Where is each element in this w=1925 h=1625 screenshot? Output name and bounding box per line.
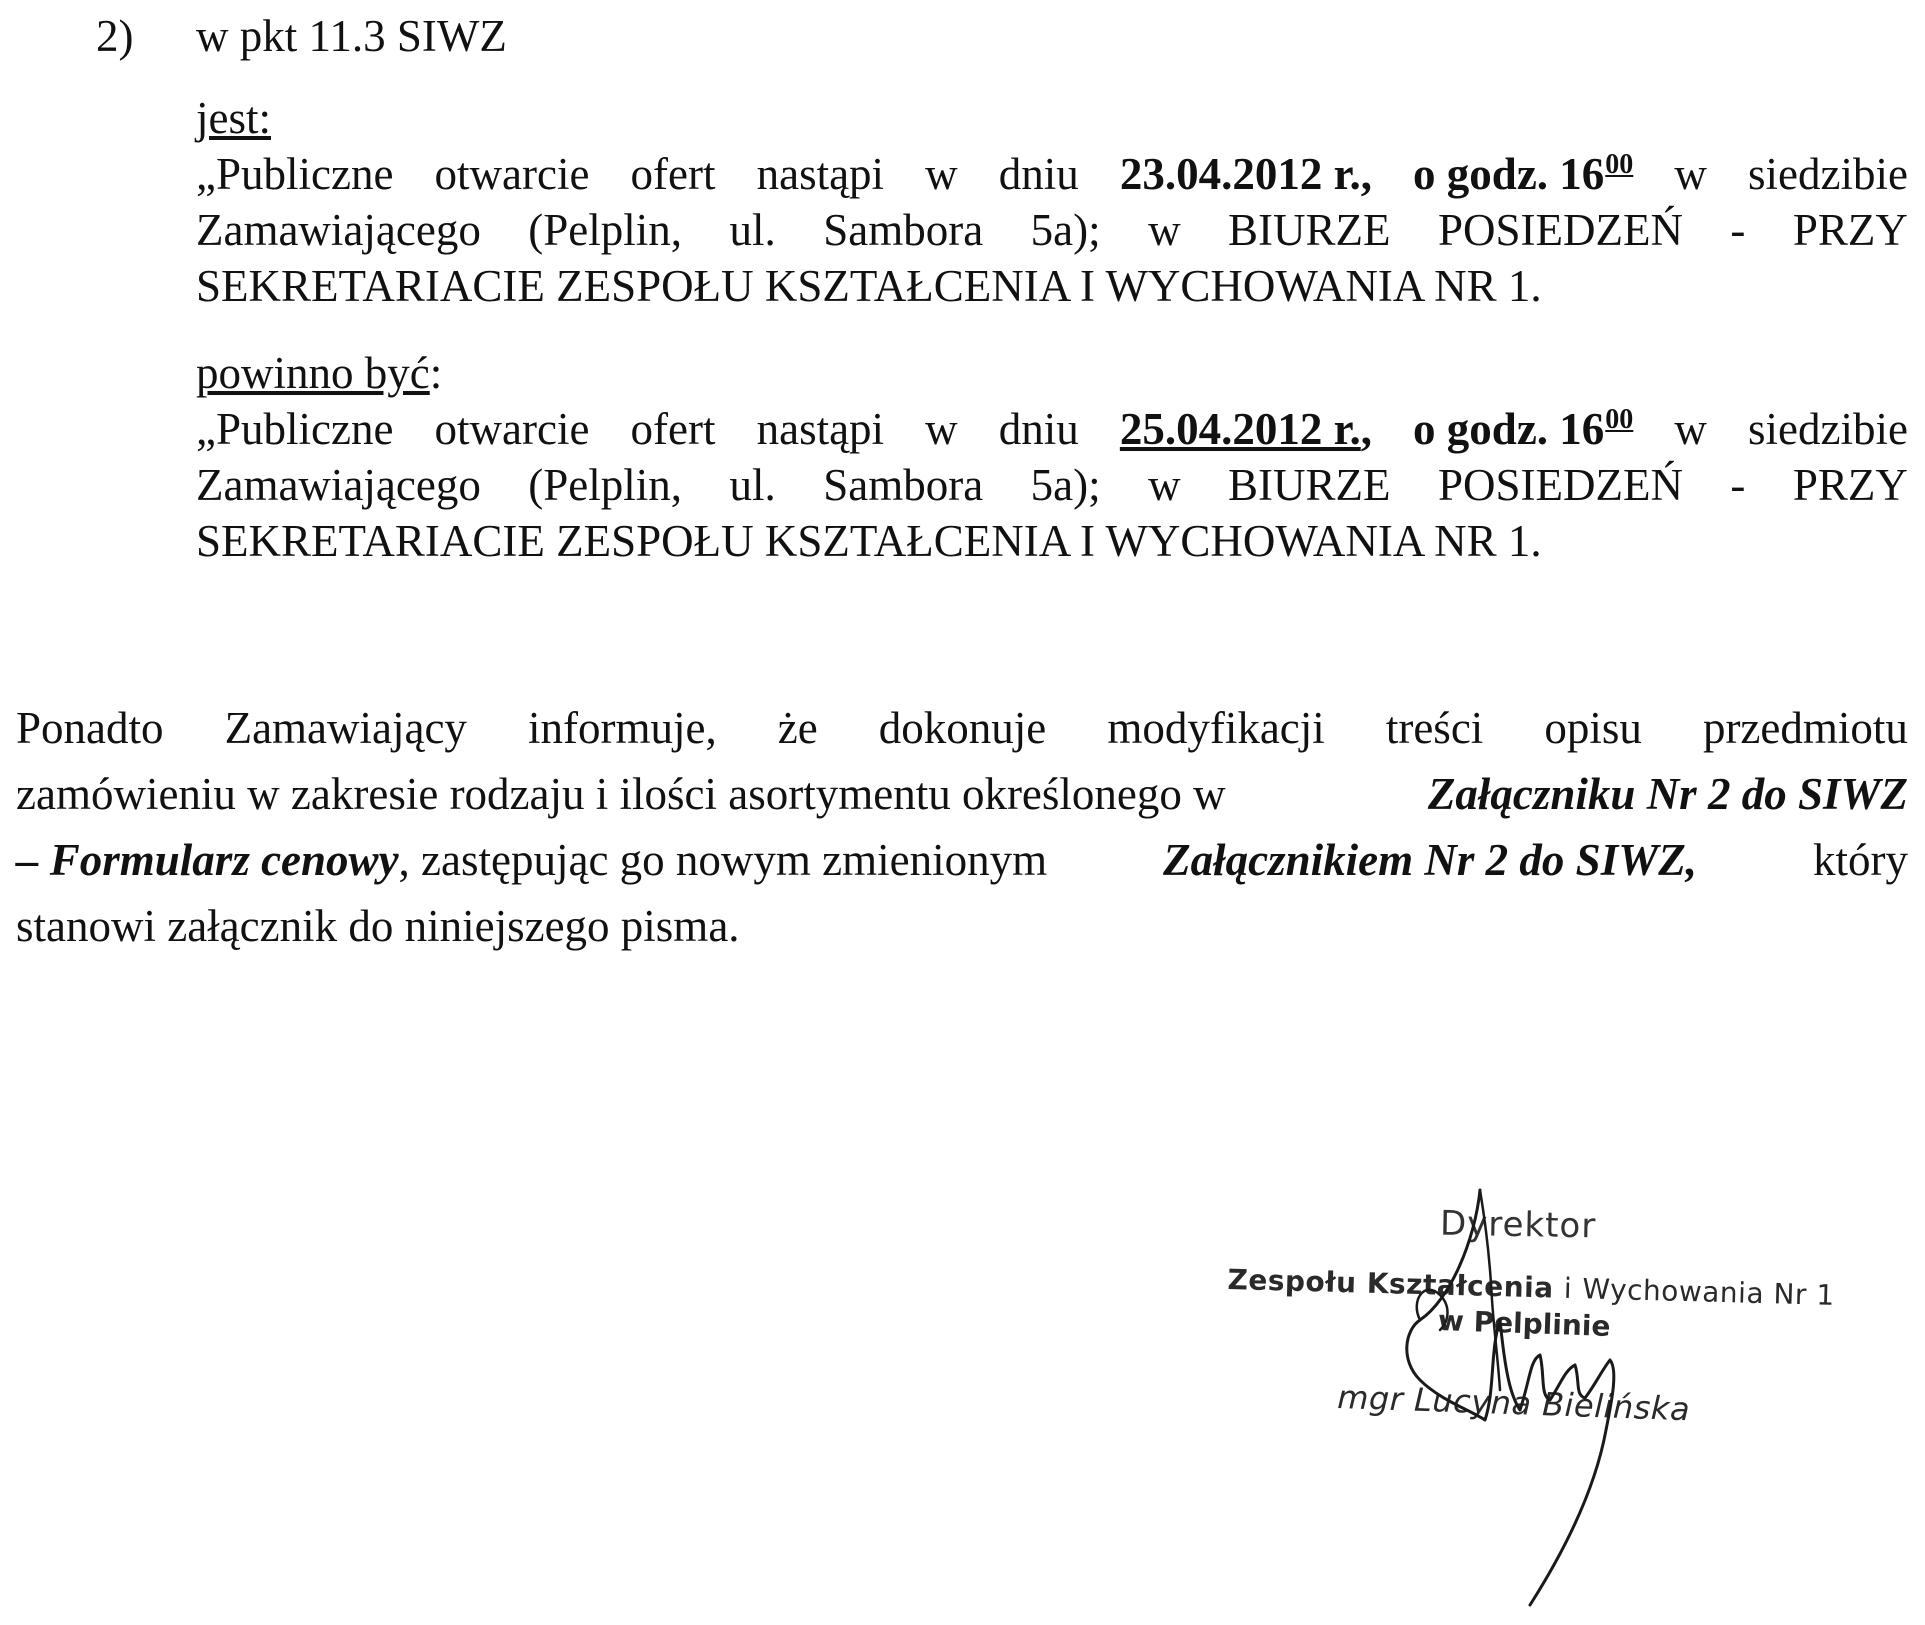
- word: 5a);: [1030, 205, 1101, 255]
- word: „Publiczne: [196, 404, 394, 454]
- signature-stroke: [1480, 1190, 1500, 1390]
- word: ofert: [630, 404, 716, 454]
- current-line-2: [196, 202, 1908, 258]
- word: opisu: [1544, 703, 1642, 753]
- word: w: [1148, 205, 1181, 255]
- notice-text: który: [1813, 835, 1908, 885]
- current-label: jest:: [196, 93, 271, 143]
- word: modyfikacji: [1107, 703, 1325, 753]
- notice-line-4: stanowi załącznik do niniejszego pisma.: [16, 901, 740, 951]
- comma: ,: [1360, 404, 1372, 454]
- word: (Pelplin,: [528, 205, 683, 255]
- corrected-date: [1120, 401, 1372, 457]
- word: w: [1148, 460, 1181, 510]
- word: Ponadto: [16, 703, 164, 753]
- corrected-time: [1413, 401, 1633, 457]
- corrected-line-1: [196, 401, 1908, 457]
- current-time: [1413, 146, 1633, 202]
- word: POSIEDZEŃ: [1437, 205, 1683, 255]
- word: że: [777, 703, 818, 753]
- stamp-org-part: Zespołu Kształcenia: [1227, 1263, 1555, 1305]
- stamp-city: w Pelplinie: [1437, 1304, 1612, 1343]
- current-text-block: [196, 90, 1908, 314]
- stamp-org-part: Wychowania Nr 1: [1581, 1272, 1836, 1312]
- word: Sambora: [823, 205, 984, 255]
- notice-text: , zastępując go nowym zmienionym: [398, 835, 1048, 885]
- word: BIURZE: [1228, 205, 1391, 255]
- item-number: 2): [96, 11, 134, 61]
- word: otwarcie: [434, 404, 590, 454]
- modification-notice: [16, 695, 1908, 959]
- stamp-signatory-name: mgr Lucyna Bielińska: [1336, 1378, 1691, 1429]
- word: ul.: [729, 460, 776, 510]
- attachment-reference: Załącznikiem Nr 2 do SIWZ,: [1163, 835, 1697, 885]
- stamp-org-part: i: [1563, 1271, 1573, 1306]
- corrected-line-2: [196, 457, 1908, 513]
- word: BIURZE: [1228, 460, 1391, 510]
- word: -: [1730, 460, 1746, 510]
- word: treści: [1385, 703, 1484, 753]
- word: przedmiotu: [1702, 703, 1908, 753]
- notice-line-2: [16, 761, 1908, 827]
- word: informuje,: [528, 703, 717, 753]
- word: w: [925, 149, 958, 199]
- word: w: [1674, 404, 1707, 454]
- word: Zamawiający: [224, 703, 467, 753]
- word: POSIEDZEŃ: [1437, 460, 1683, 510]
- corrected-label: [196, 345, 1908, 401]
- word: w: [1674, 149, 1707, 199]
- attachment-reference: Załączniku Nr 2 do SIWZ: [1427, 769, 1908, 819]
- form-title: – Formularz cenowy: [16, 835, 399, 885]
- word: PRZY: [1792, 460, 1908, 510]
- time-hour: o godz. 16: [1413, 404, 1605, 454]
- current-line-3: SEKRETARIACIE ZESPOŁU KSZTAŁCENIA I WYCHOWANIA NR 1.: [196, 261, 1542, 311]
- word: siedzibie: [1747, 404, 1908, 454]
- notice-text-group: [16, 827, 1047, 893]
- current-date: 23.04.2012 r.,: [1119, 149, 1372, 199]
- corrected-text-block: [196, 345, 1908, 569]
- word: Zamawiającego: [196, 460, 481, 510]
- corrected-label-colon: :: [429, 348, 443, 398]
- corrected-label-text: powinno być: [196, 348, 430, 398]
- signature-stroke: [1407, 1190, 1614, 1605]
- current-line-1: [196, 146, 1908, 202]
- item-title: w pkt 11.3 SIWZ: [196, 11, 507, 61]
- word: -: [1730, 205, 1746, 255]
- time-minutes: 00: [1605, 149, 1634, 180]
- notice-line-3: [16, 827, 1908, 893]
- word: (Pelplin,: [528, 460, 683, 510]
- word: otwarcie: [434, 149, 590, 199]
- word: ul.: [729, 205, 776, 255]
- handwritten-signature: [1380, 1160, 1680, 1620]
- word: PRZY: [1792, 205, 1908, 255]
- word: „Publiczne: [196, 149, 394, 199]
- time-minutes: 00: [1605, 404, 1634, 435]
- corrected-line-3: SEKRETARIACIE ZESPOŁU KSZTAŁCENIA I WYCHOWANIA NR 1.: [196, 516, 1542, 566]
- notice-line-1: [16, 695, 1908, 761]
- word: ofert: [630, 149, 716, 199]
- word: dniu: [998, 404, 1079, 454]
- word: 5a);: [1030, 460, 1101, 510]
- word: dokonuje: [878, 703, 1047, 753]
- word: Zamawiającego: [196, 205, 481, 255]
- time-hour: o godz. 16: [1413, 149, 1605, 199]
- word: nastąpi: [756, 149, 885, 199]
- corrected-date-value: 25.04.2012 r.: [1119, 404, 1361, 454]
- word: w: [925, 404, 958, 454]
- notice-text: zamówieniu w zakresie rodzaju i ilości asortymentu określonego w: [16, 769, 1226, 819]
- word: siedzibie: [1747, 149, 1908, 199]
- word: nastąpi: [756, 404, 885, 454]
- stamp-title: Dyrektor: [1439, 1203, 1597, 1247]
- item-heading: [96, 8, 507, 64]
- word: dniu: [998, 149, 1079, 199]
- word: Sambora: [823, 460, 984, 510]
